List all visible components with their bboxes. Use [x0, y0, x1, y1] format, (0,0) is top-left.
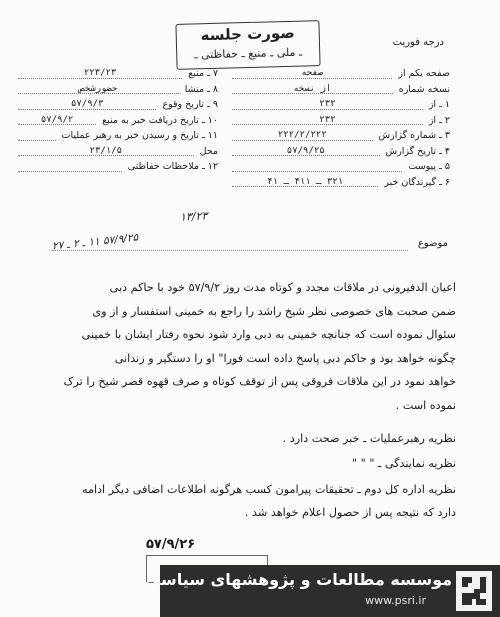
opinion-items — [36, 426, 456, 476]
watermark-banner — [144, 565, 500, 617]
field-value: حضورشخص — [18, 82, 179, 95]
report-field — [18, 144, 218, 160]
report-field — [18, 113, 218, 129]
field-label: ۴ ـ تاریخ گزارش — [385, 145, 450, 157]
priority-label: درجه فوریت — [392, 37, 444, 48]
field-label: ۲ ـ از — [428, 114, 450, 126]
field-label: ۸ ـ منشا — [184, 83, 218, 95]
report-field — [232, 159, 450, 175]
opinion-line: نظریه نمایندگی ـ " " " — [351, 457, 456, 470]
report-field — [232, 175, 450, 191]
institute-logo-icon — [456, 571, 492, 611]
field-value: ۵۷/۹/۳ — [18, 97, 156, 110]
report-field — [18, 97, 218, 113]
field-label: ۱۱ ـ تاریخ و رسیدن خبر به رهبر عملیات — [61, 130, 218, 141]
field-value — [18, 159, 122, 172]
report-field — [232, 128, 450, 144]
field-value: ۵۷/۹/۲۵ — [232, 144, 380, 157]
right-field-column — [232, 66, 450, 190]
field-label: ۷ ـ منبع — [188, 68, 218, 79]
report-field — [232, 113, 450, 129]
closing-line: دارد که نتیجه پس از حصول اعلام خواهد شد . — [244, 506, 456, 519]
report-field — [232, 97, 450, 113]
field-label: نسخه شماره — [398, 83, 450, 95]
subject-label: موضوع — [417, 238, 448, 249]
field-label: ۱۰ ـ تاریخ دریافت خبر به منبع — [102, 114, 218, 126]
body-line: اعیان الدفیرونی در ملاقات مجدد و کوتاه مدت روز ۵۷/۹/۲ خود با حاکم دبی — [109, 281, 456, 294]
report-field — [18, 82, 218, 98]
field-value: صفحه — [232, 66, 392, 79]
date-stamp: ۵۷/۹/۲۶ — [146, 537, 196, 552]
field-label: محل — [199, 145, 218, 157]
field-value: ۲۲۲/۲/۲۲۲ — [232, 128, 373, 141]
subject-line — [52, 250, 408, 251]
header-stamp — [175, 20, 320, 70]
left-field-column — [18, 66, 218, 175]
field-value: ۲۳۲ — [232, 97, 423, 110]
field-value — [232, 159, 402, 172]
body-line: ضمن صحبت های خصوصی نظر شیخ راشد را راجع به خمینی استفسار و از وی — [92, 304, 456, 318]
field-label: ۱ ـ از — [428, 99, 450, 110]
report-body — [44, 276, 456, 417]
report-field — [232, 82, 450, 98]
body-line: نموده است . — [395, 398, 456, 412]
field-label: ۶ ـ گیرندگان خبر — [384, 176, 450, 188]
field-value — [18, 128, 56, 141]
field-label: ۳ ـ شماره گزارش — [378, 130, 450, 141]
field-value: از نسخه — [232, 82, 393, 95]
opinion-line: نظریه رهبرعملیات ـ خبر صحت دارد . — [282, 432, 456, 445]
field-label: ۵ ـ پیوست — [408, 161, 450, 172]
body-line: سئوال نموده است که جنانچه خمینی به دبی وارد شود نحوه رفتار ایشان با خمینی — [81, 328, 456, 341]
body-line: خواهد نمود در این ملاقات فروقی پس از توقف کوتاه و صرف قهوه قصر شیخ را ترک — [63, 375, 456, 388]
field-value: ۲۳/۱/۵ — [18, 144, 194, 157]
field-value: ۵۷/۹/۲ — [18, 113, 96, 126]
handwritten-note: ۵۷/۹/۲۵ ۱۱ ـ ۲ ـ ۲۷ — [51, 231, 139, 253]
field-label: صفحه یکم از — [398, 68, 450, 79]
handwritten-note: ۱۳/۲۳ — [179, 209, 208, 224]
stamp-subtitle: ـ ملی ـ منبع ـ حفاظتی ـ — [194, 45, 303, 62]
field-value: ۲۲۳/۲۳ — [18, 66, 182, 79]
field-label: ۹ ـ تاریخ وقوع — [162, 99, 218, 110]
watermark-title: موسسه مطالعات و پژوهشهای سیاسی — [144, 570, 452, 589]
report-field — [232, 144, 450, 160]
field-value: ۲۳۲ — [232, 113, 423, 126]
report-field — [18, 66, 218, 82]
closing-paragraph — [36, 478, 456, 524]
watermark-url[interactable]: www.psri.ir — [365, 594, 426, 607]
report-field — [18, 159, 218, 175]
report-field — [18, 128, 218, 144]
body-line: چگونه خواهد بود و حاکم دبی پاسخ داده است فورا" او را دستگیر و زندانی — [114, 351, 456, 365]
field-value: ۳۲۱ ـ ۴۱۱ ـ ۴۱ — [232, 175, 378, 188]
stamp-title: صورت جلسه — [200, 23, 295, 45]
field-label: ۱۲ ـ ملاحظات حفاظتی — [127, 161, 218, 172]
closing-line: نظریه اداره کل دوم ـ تحقیقات پیرامون کسب هرگونه اطلاعات اضافی دیگر ادامه — [81, 483, 456, 496]
report-field — [232, 66, 450, 82]
